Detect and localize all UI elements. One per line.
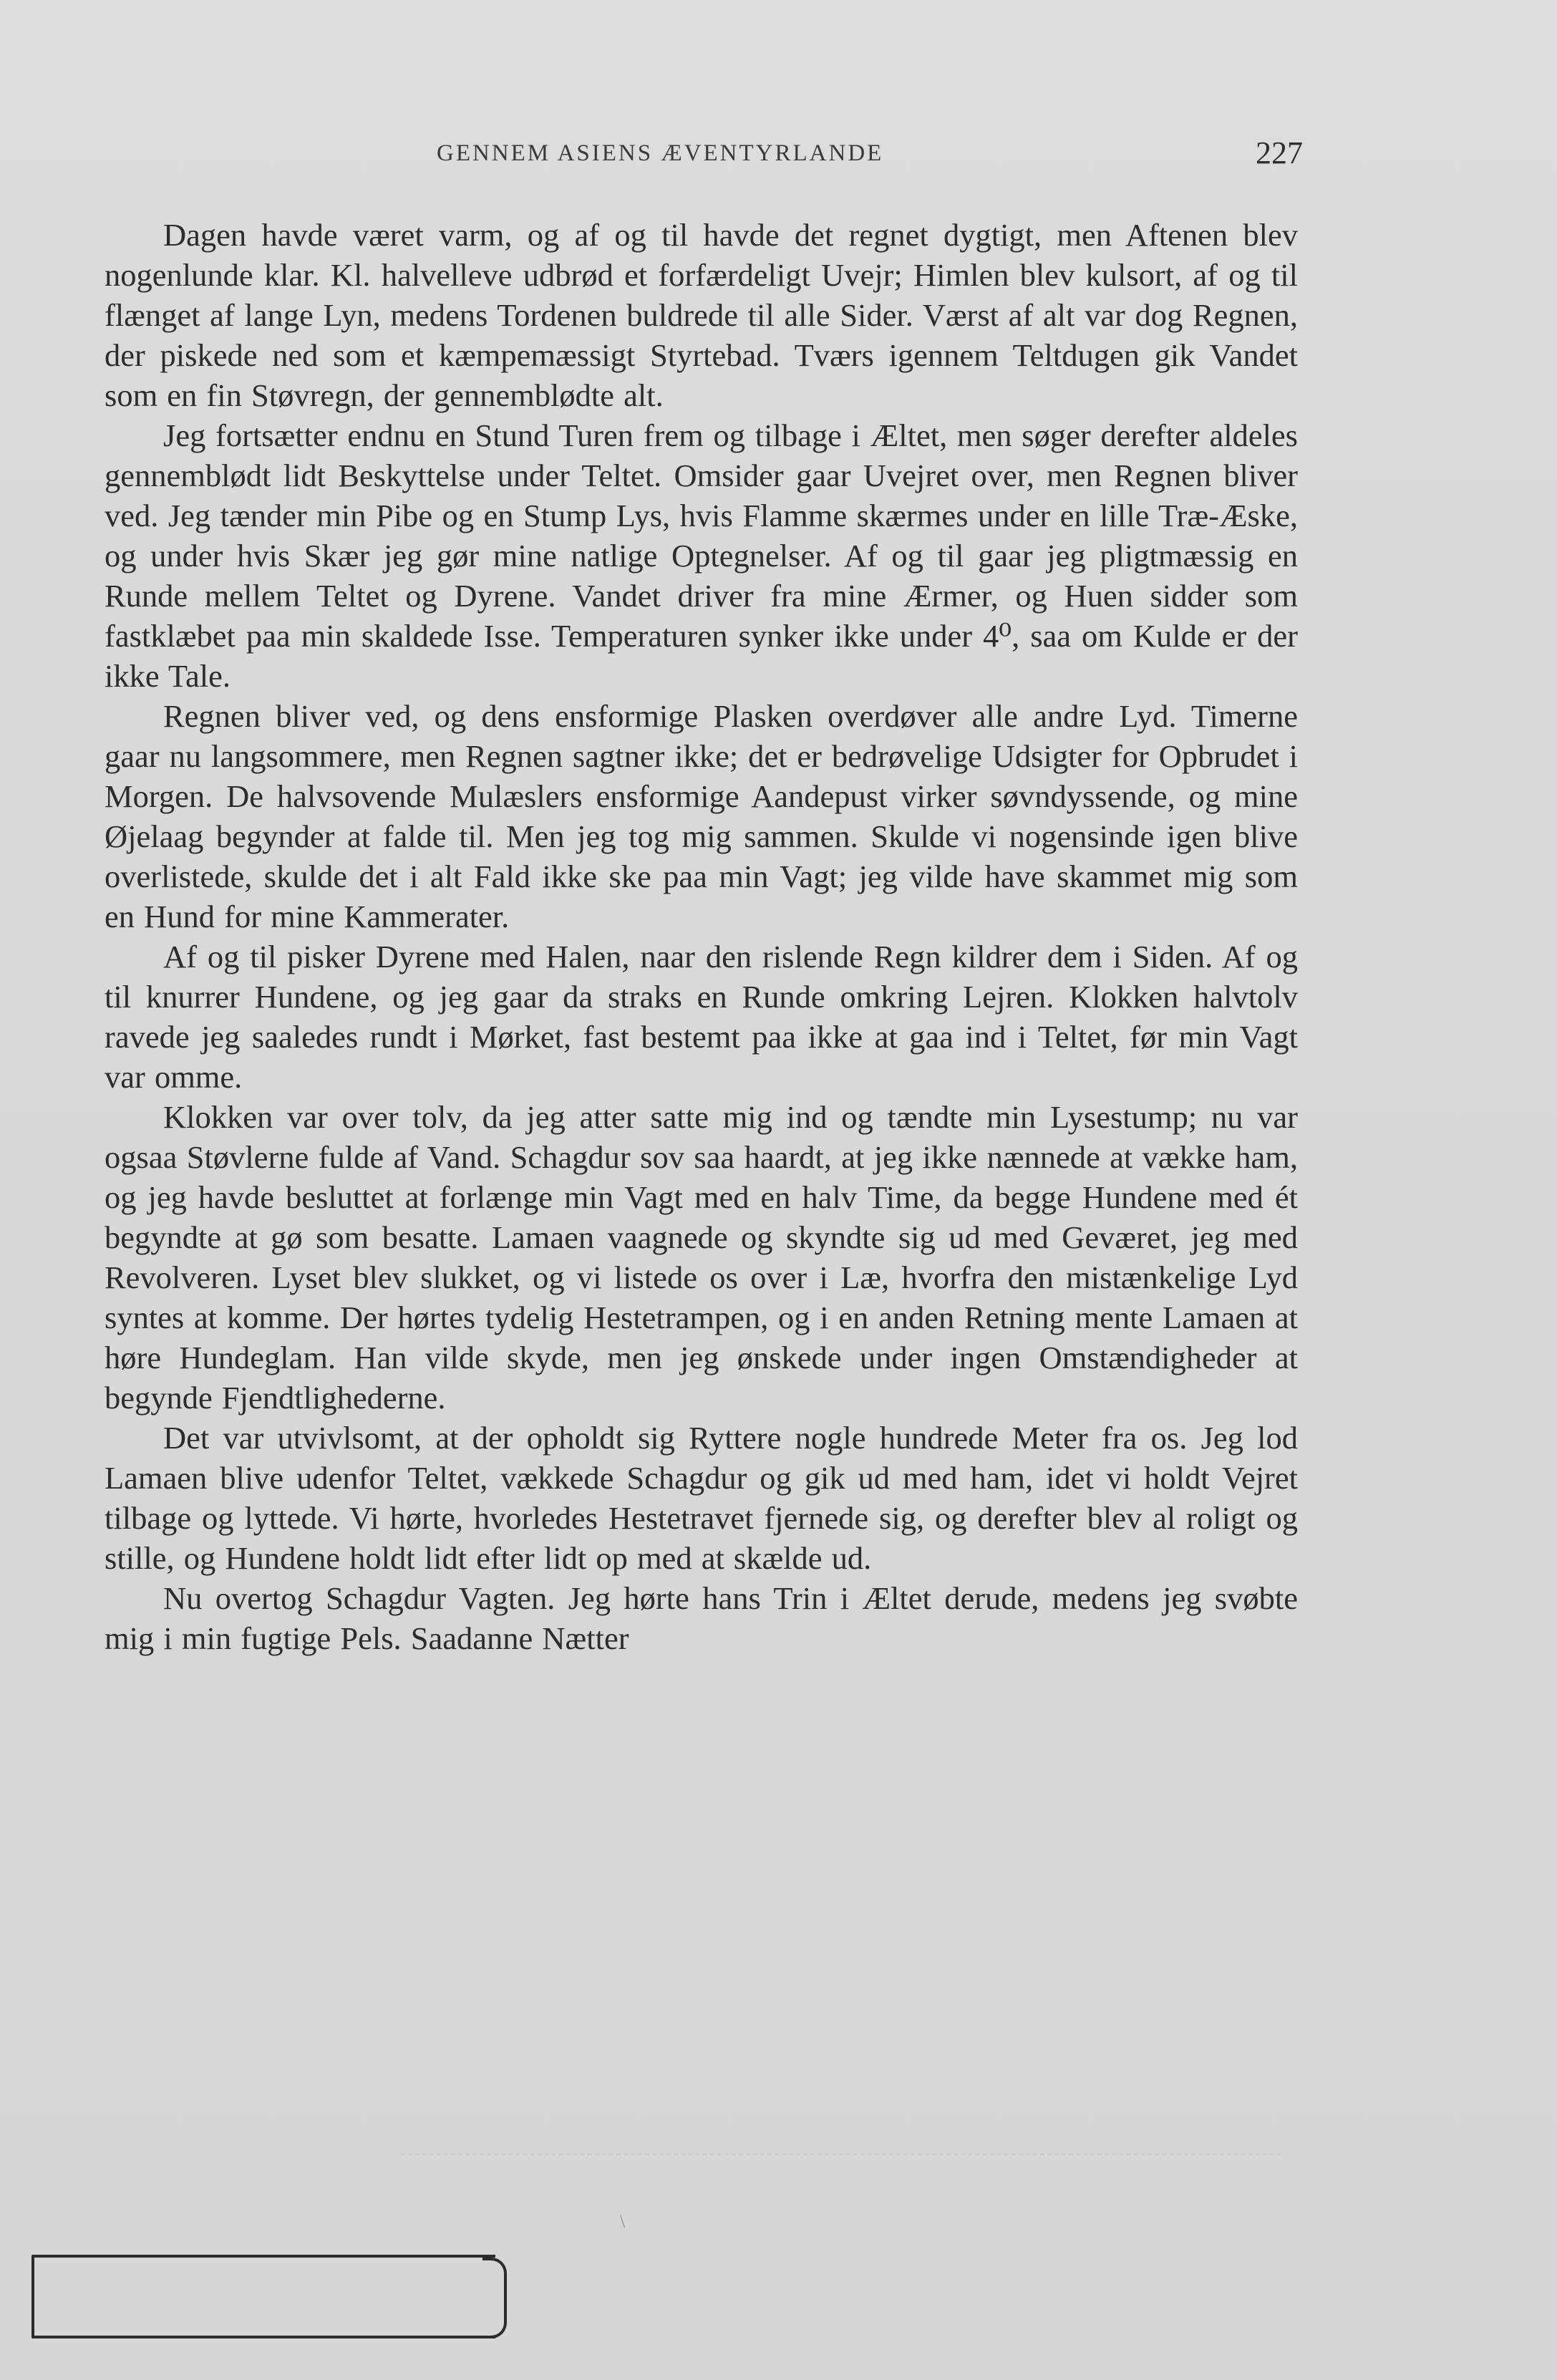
paragraph-3: Regnen bliver ved, og dens ensformige Plasken overdøver alle andre Lyd. Timerne gaar nu langsommere, men Regnen sagtner ikke; det er bedrøvelige Udsigter for Opbrudet i Morgen. De halvsovende Mulæslers ensformige Aandepust virker søvndyssende, og mine Øjelaag begynder at falde til. Men jeg tog mig sammen. Skulde vi nogensinde igen blive overlistede, skulde det i alt Fald ikke ske paa min Vagt; jeg vilde have skammet mig som en Hund for mine Kammerater. — [105, 698, 1298, 934]
body-text — [105, 215, 1298, 1658]
label-bracket — [482, 2258, 507, 2338]
library-label-box — [31, 2255, 495, 2338]
paragraph-7: Nu overtog Schagdur Vagten. Jeg hørte hans Trin i Æltet derude, medens jeg svøbte mig i min fugtige Pels. Saadanne Nætter — [105, 1580, 1298, 1656]
speck-mark: \ — [620, 2211, 626, 2232]
page-header — [107, 135, 1303, 178]
running-head: GENNEM ASIENS ÆVENTYRLANDE — [437, 140, 884, 166]
paragraph-1: Dagen havde været varm, og af og til havde det regnet dygtigt, men Aftenen blev nogenlunde klar. Kl. halvelleve udbrød et forfærdeligt Uvejr; Himlen blev kulsort, af og til flænget af lange Lyn, medens Tordenen buldrede til alle Sider. Værst af alt var dog Regnen, der piskede ned som et kæmpemæssigt Styrtebad. Tværs igennem Teltdugen gik Vandet som en fin Støvregn, der gennemblødte alt. — [105, 217, 1298, 413]
faint-rule — [401, 2154, 1281, 2155]
paragraph-4: Af og til pisker Dyrene med Halen, naar den rislende Regn kildrer dem i Siden. Af og til knurrer Hundene, og jeg gaar da straks en Runde omkring Lejren. Klokken halvtolv ravede jeg saaledes rundt i Mørket, fast bestemt paa ikke at gaa ind i Teltet, før min Vagt var omme. — [105, 939, 1298, 1095]
paragraph-2: Jeg fortsætter endnu en Stund Turen frem og tilbage i Æltet, men søger derefter aldeles gennemblødt lidt Beskyttelse under Teltet. Omsider gaar Uvejret over, men Regnen bliver ved. Jeg tænder min Pibe og en Stump Lys, hvis Flamme skærmes under en lille Træ-Æske, og under hvis Skær jeg gør mine natlige Optegnelser. Af og til gaar jeg pligtmæssig en Runde mellem Teltet og Dyrene. Vandet driver fra mine Ærmer, og Huen sidder som fastklæbet paa min skaldede Isse. Temperaturen synker ikke under 4⁰, saa om Kulde er der ikke Tale. — [105, 417, 1298, 694]
paragraph-6: Det var utvivlsomt, at der opholdt sig Ryttere nogle hundrede Meter fra os. Jeg lod Lamaen blive udenfor Teltet, vækkede Schagdur og gik ud med ham, idet vi holdt Vejret tilbage og lyttede. Vi hørte, hvorledes Hestetravet fjernede sig, og derefter blev al roligt og stille, og Hundene holdt lidt efter lidt op med at skælde ud. — [105, 1420, 1298, 1576]
page-number: 227 — [1256, 135, 1303, 170]
paragraph-5: Klokken var over tolv, da jeg atter satte mig ind og tændte min Lysestump; nu var ogsaa Støvlerne fulde af Vand. Schagdur sov saa haardt, at jeg ikke nænnede at vække ham, og jeg havde besluttet at forlænge min Vagt med en halv Time, da begge Hundene med ét begyndte at gø som besatte. Lamaen vaagnede og skyndte sig ud med Geværet, jeg med Revolveren. Lyset blev slukket, og vi listede os over i Læ, hvorfra den mistænkelige Lyd syntes at komme. Der hørtes tydelig Hestetrampen, og i en anden Retning mente Lamaen at høre Hundeglam. Han vilde skyde, men jeg ønskede under ingen Omstændigheder at begynde Fjendtlighederne. — [105, 1099, 1298, 1416]
